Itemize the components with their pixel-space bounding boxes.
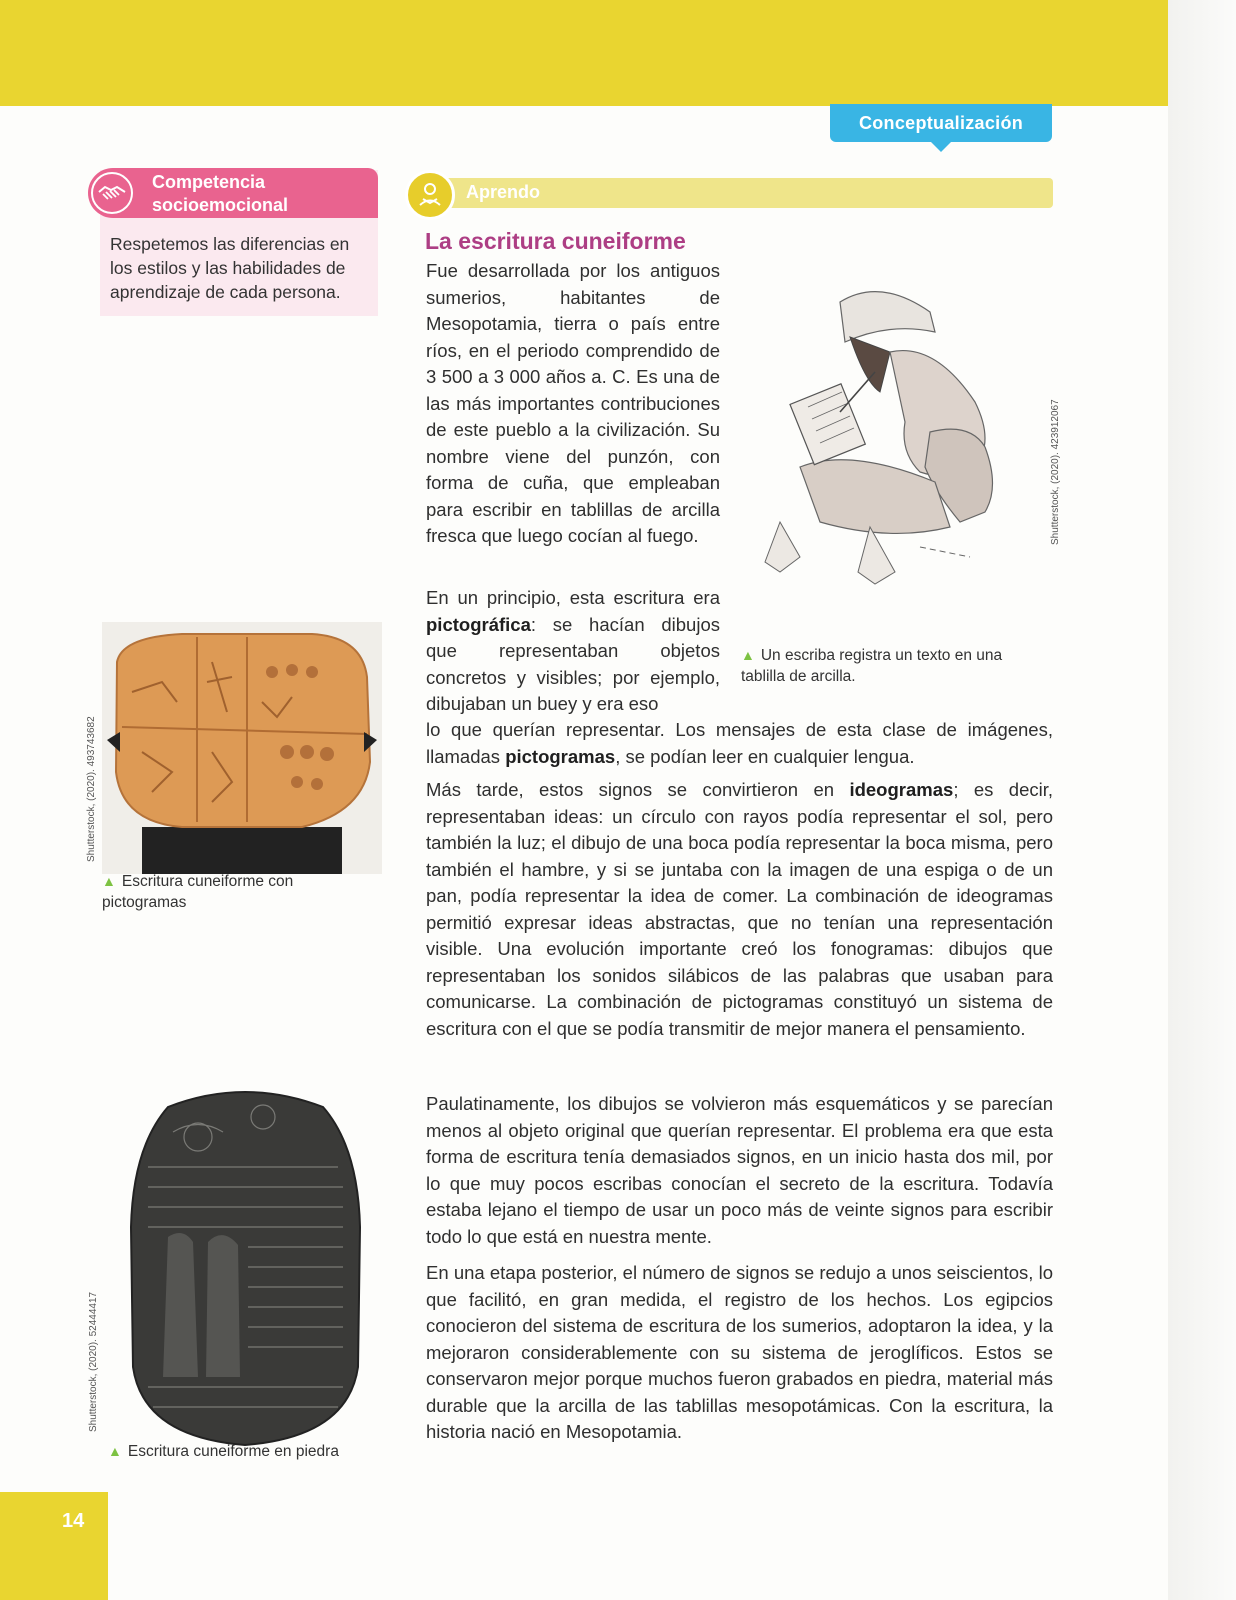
- stone-kudurru-photo: [128, 1087, 363, 1447]
- page-number: 14: [62, 1510, 85, 1532]
- triangle-icon: ▲: [108, 1443, 122, 1459]
- competencia-title: Competencia socioemocional: [152, 172, 289, 215]
- stone-caption: ▲ Escritura cuneiforme en piedra: [108, 1443, 339, 1460]
- triangle-icon: ▲: [741, 647, 755, 663]
- page-edge: [1168, 0, 1236, 1600]
- paragraph-2-start: En un principio, esta escritura era pictográfica: se hacían dibujos que representaban objetos concretos y visibles; por ejemplo, dibujaban un buey y era eso: [426, 587, 720, 714]
- section-tab: Conceptualización: [830, 104, 1052, 142]
- reader-icon: [405, 170, 455, 220]
- competencia-text: Respetemos las diferencias en los estilos y las habilidades de aprendizaje de cada persona.: [110, 234, 350, 302]
- stone-credit: Shutterstock, (2020). 52444417: [88, 1291, 99, 1432]
- paragraph-1: Fue desarrollada por los antiguos sumerios, habitantes de Mesopotamia, tierra o país entre ríos, en el periodo comprendido de 3 500 a 3 000 años a. C. Es una de las más importantes contribuciones de este pueblo a la civilización. Su nombre viene del punzón, con forma de cuña, que empleaban para escribir en tablillas de arcilla fresca que luego cocían al fuego.: [426, 260, 720, 546]
- triangle-icon: ▲: [102, 873, 116, 889]
- tablet-caption: ▲ Escritura cuneiforme con pictogramas: [102, 873, 294, 911]
- paragraph-5: En una etapa posterior, el número de signos se redujo a unos seiscientos, lo que facilitó, en gran medida, el registro de los hechos. Los egipcios conocieron del sistema de escritura de los sumerios, adoptaron la idea, y la mejoraron considerablemente con su sistema de jeroglíficos. Estos se conservaron mejor porque muchos fueron grabados en piedra, material más durable que la arcilla de las tablillas mesopotámicas. Con la escritura, la historia nació en Mesopotamia.: [426, 1262, 1053, 1442]
- top-color-band: [0, 0, 1168, 106]
- paragraph-2-end: lo que querían representar. Los mensajes de esta clase de imágenes, llamadas pictogramas, se podían leer en cualquier lengua.: [426, 719, 1053, 767]
- paragraph-4: Paulatinamente, los dibujos se volvieron más esquemáticos y se parecían menos al objeto original que querían representar. El problema era que esta forma de escritura tenía demasiados signos, en un inicio hasta dos mil, por lo que muy pocos escribas conocían el secreto de la escritura. Todavía estaba lejano el tiempo de usar un poco más de veinte signos para escribir todo lo que está en nuestra mente.: [426, 1093, 1053, 1247]
- article-title: La escritura cuneiforme: [425, 228, 686, 254]
- handshake-icon: [91, 172, 133, 214]
- scribe-illustration: [760, 272, 1020, 602]
- aprendo-label: Aprendo: [466, 182, 540, 202]
- tablet-credit: Shutterstock, (2020). 493743682: [86, 716, 97, 862]
- scribe-credit: Shutterstock, (2020). 423912067: [1050, 399, 1061, 545]
- clay-tablet-photo: [102, 622, 382, 874]
- scribe-caption: ▲ Un escriba registra un texto en una tablilla de arcilla.: [741, 647, 1003, 685]
- paragraph-3: Más tarde, estos signos se convirtieron en ideogramas; es decir, representaban ideas: un círculo con rayos podía representar el sol, pero también la luz; el dibujo de una boca podía representar la boca misma, pero también el hambre, y si se juntaba con la imagen de una espiga o de un pan, podía representar la idea de comer. La combinación de ideogramas permitió expresar ideas abstractas, que no tenían una representación visible. Una evolución importante creó los fonogramas: dibujos que representaban los sonidos silábicos de las palabras que usaban para comunicarse. La combinación de pictogramas constituyó un sistema de escritura con el que se podía transmitir de mejor manera el pensamiento.: [426, 779, 1053, 1039]
- page-number-box: [0, 1492, 108, 1600]
